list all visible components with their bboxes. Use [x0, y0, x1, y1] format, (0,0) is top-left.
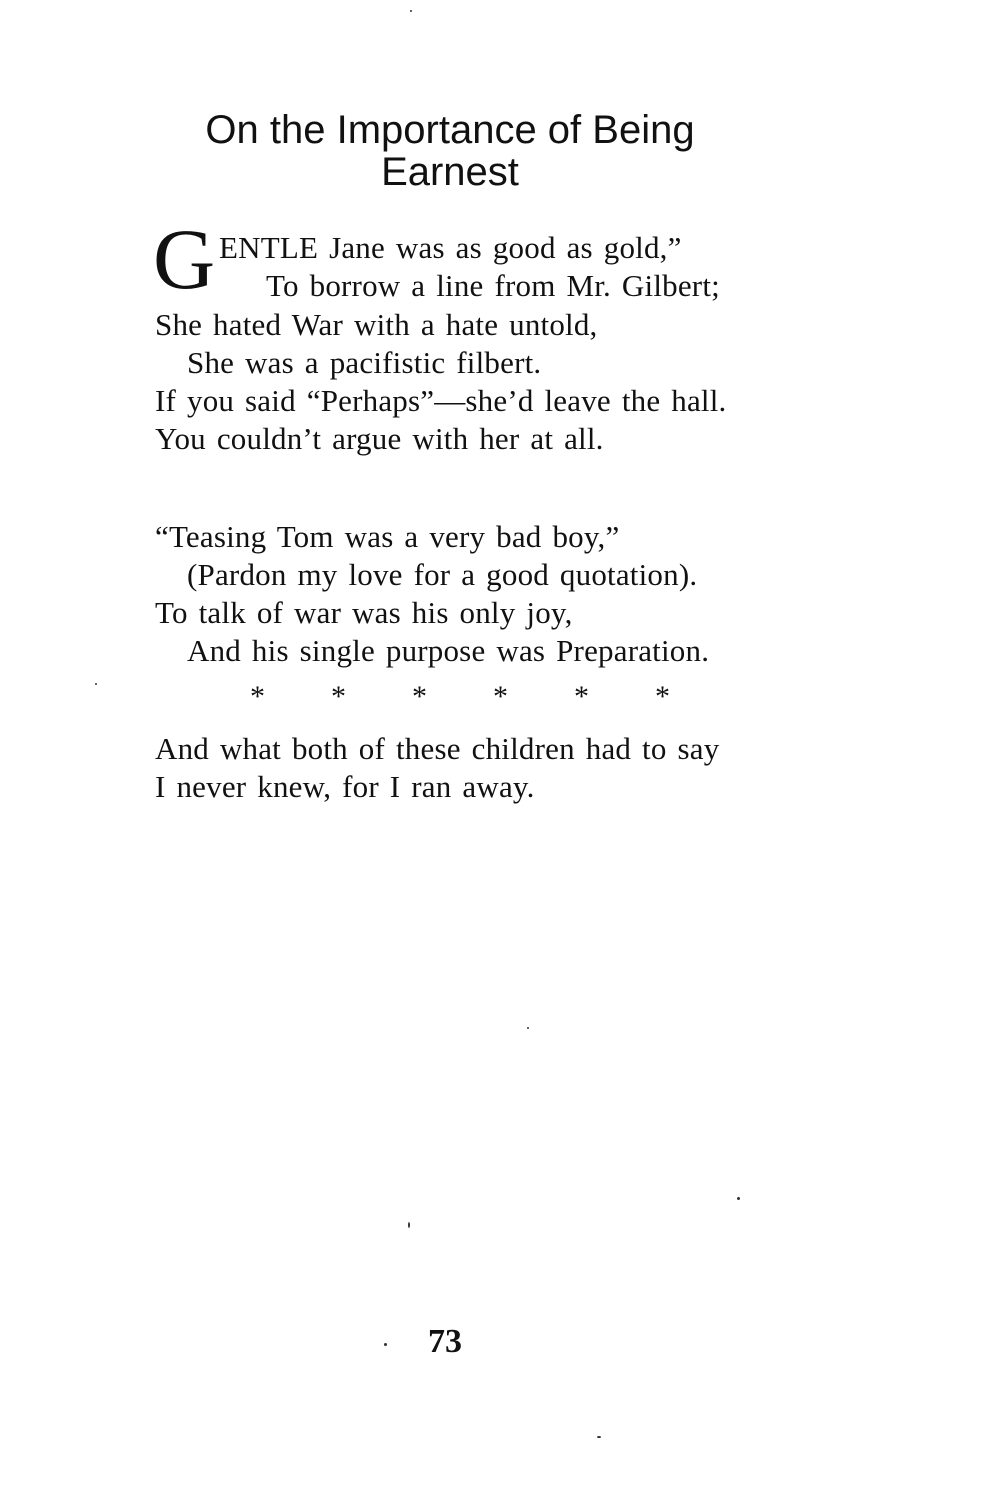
drop-cap: G — [153, 211, 216, 307]
verse-line: If you said “Perhaps”—she’d leave the hall. — [155, 383, 727, 418]
verse-line: And what both of these children had to say — [155, 731, 720, 766]
scan-speck — [737, 1197, 740, 1200]
section-separator — [250, 682, 670, 712]
verse-line: She hated War with a hate untold, — [155, 307, 598, 342]
poem-title-line-1: On the Importance of Being — [205, 108, 695, 152]
asterisk: * — [331, 680, 346, 713]
verse-line: To borrow a line from Mr. Gilbert; — [266, 268, 720, 303]
verse-line: And his single purpose was Preparation. — [187, 633, 710, 668]
page-number: 73 — [428, 1323, 462, 1360]
asterisk: * — [493, 680, 508, 713]
verse-line: She was a pacifistic filbert. — [187, 345, 542, 380]
asterisk: * — [412, 680, 427, 713]
verse-line: You couldn’t argue with her at all. — [155, 421, 604, 456]
verse-line: ENTLE Jane was as good as gold,” — [219, 230, 682, 265]
scan-speck — [527, 1027, 529, 1029]
scan-speck — [408, 1222, 410, 1228]
scan-speck — [95, 683, 97, 685]
verse-line: “Teasing Tom was a very bad boy,” — [155, 519, 620, 554]
verse-line: I never knew, for I ran away. — [155, 769, 535, 804]
asterisk: * — [574, 680, 589, 713]
asterisk: * — [250, 680, 265, 713]
scan-speck — [410, 10, 412, 12]
scan-speck — [597, 1436, 601, 1438]
asterisk: * — [655, 680, 670, 713]
scan-speck — [384, 1343, 387, 1346]
verse-line: To talk of war was his only joy, — [155, 595, 573, 630]
poem-title-line-2: Earnest — [381, 150, 519, 194]
verse-line: (Pardon my love for a good quotation). — [187, 557, 698, 592]
